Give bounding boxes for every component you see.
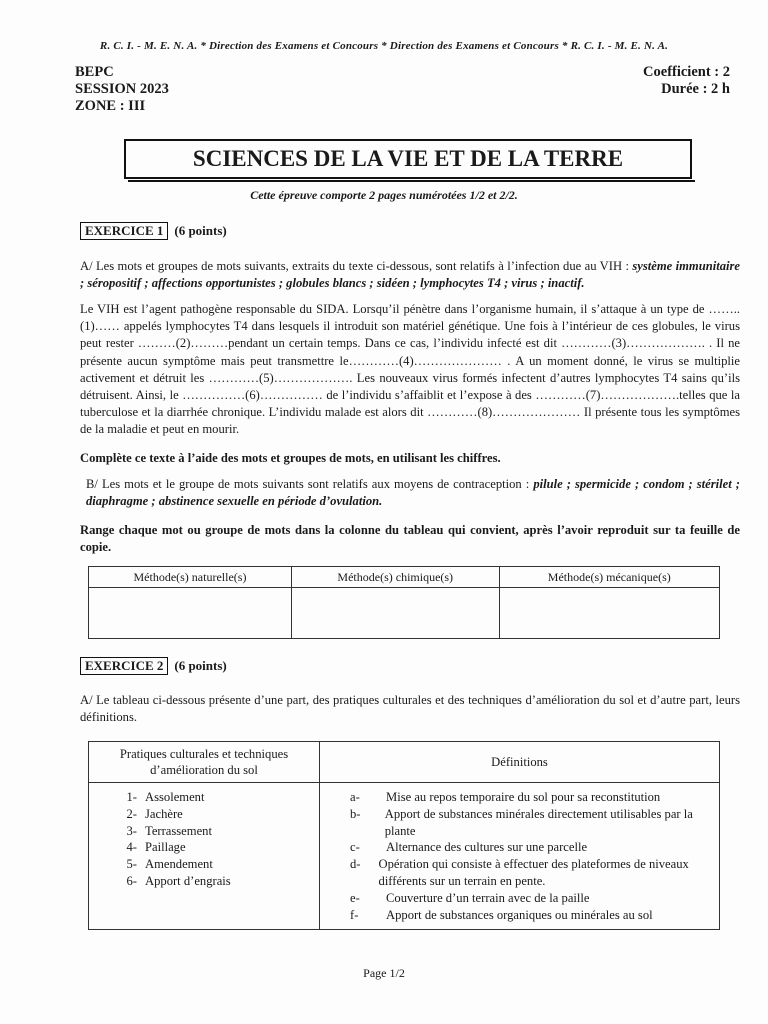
practices-cell: [89, 783, 320, 930]
definitions-list: [350, 789, 709, 923]
item-number: 1-: [126, 790, 137, 804]
item-letter: d-: [350, 857, 361, 872]
practices-list: [117, 789, 315, 890]
list-item: [350, 806, 709, 840]
column-chemical-methods: Méthode(s) chimique(s): [291, 567, 499, 588]
item-letter: f-: [350, 907, 359, 922]
duration: Durée : 2 h: [661, 81, 730, 97]
item-number: 5-: [126, 857, 137, 872]
soil-practices-table: [88, 741, 720, 930]
exercise-2-part-a-intro: A/ Le tableau ci-dessous présente d’une part, des pratiques culturales et des techniques d’amélioration du sol et d’autre part, leurs définitions.: [80, 693, 740, 725]
item-number: 4-: [126, 840, 137, 855]
item-text: Apport de substances minérales directement utilisables par la plante: [384, 806, 693, 838]
exercise-1-part-b-intro: [86, 476, 740, 510]
column-practices-header: Pratiques culturales et techniques d’amélioration du sol: [89, 742, 320, 783]
part-b-word-list: pilule ; spermicide ; condom ; stérilet ; diaphragme ; abstinence sexuelle en période d’ovulation.: [86, 477, 740, 509]
item-letter: c-: [350, 840, 360, 855]
list-item: [117, 823, 315, 840]
contraception-table: [88, 566, 720, 639]
item-letter: b-: [350, 806, 361, 821]
item-text: Mise au repos temporaire du sol pour sa reconstitution: [386, 790, 661, 804]
column-natural-methods: Méthode(s) naturelle(s): [89, 567, 292, 588]
item-text: Alternance des cultures sur une parcelle: [386, 840, 588, 855]
exercise-1-instruction-b: Range chaque mot ou groupe de mots dans la colonne du tableau qui convient, après l’avoir reproduit sur ta feuille de copie.: [80, 523, 740, 555]
item-text: Assolement: [145, 790, 205, 804]
list-item: [117, 873, 315, 890]
item-text: Paillage: [145, 840, 186, 855]
item-letter: e-: [350, 890, 360, 905]
page-title: [124, 139, 692, 179]
exam-name: BEPC: [75, 64, 114, 80]
part-a-word-list: système immunitaire ; séropositif ; affections opportunistes ; globules blancs ; sidéen ; lymphocytes T4 ; virus ; inactif.: [80, 259, 740, 291]
coefficient: Coefficient : 2: [643, 64, 730, 80]
list-item: [117, 856, 315, 873]
exam-details: [643, 64, 730, 98]
item-text: Terrassement: [145, 823, 212, 838]
column-mechanical-methods: Méthode(s) mécanique(s): [499, 567, 719, 588]
exam-session: SESSION 2023: [75, 81, 169, 97]
page-subtitle: Cette épreuve comporte 2 pages numérotées 1/2 et 2/2.: [250, 188, 518, 202]
item-number: 3-: [126, 823, 137, 838]
page-title-text: SCIENCES DE LA VIE ET DE LA TERRE: [192, 146, 624, 171]
item-text: Amendement: [145, 857, 213, 872]
list-item: [117, 789, 315, 806]
page-number: Page 1/2: [363, 966, 405, 980]
list-item: [350, 890, 709, 907]
item-number: 6-: [126, 873, 137, 888]
exercise-1-text: Le VIH est l’agent pathogène responsable du SIDA. Lorsqu’il pénètre dans l’organisme humain, il s’attaque à un type de ……..(1)…… appelés lymphocytes T4 dans lesquels il introduit son matériel génétique. Une fois à l’intérieur de ces globules, le virus peut rester ………(2)………pendant un certain temps. Dans ce cas, l’individu infecté est dit …………(3)………………. . Il ne présente aucun symptôme mais peut transmettre le…………(4)………………… . A un moment donné, le virus se multiplie activement et détruit les …………(5)………………. Les nouveaux virus formés infectent d’autres lymphocytes T4 sains qu’ils détruisent. Ainsi, le ……………(6)…………… de l’individu s’affaiblit et l’expose à des …………(7)……………….telles que la tuberculose et la diarrhée chronique. L’individu malade est alors dit …………(8)………………… Il présente tous les symptômes de la maladie et peut en mourir.: [80, 302, 740, 437]
item-text: Jachère: [145, 806, 183, 821]
empty-cell: [291, 588, 499, 639]
banner-header: R. C. I. - M. E. N. A. * Direction des Examens et Concours * Direction des Examens et Concours * R. C. I. - M. E. N. A.: [99, 40, 669, 52]
list-item: [117, 839, 315, 856]
empty-cell: [499, 588, 719, 639]
exam-info: [75, 64, 169, 115]
exercise-2-points: (6 points): [174, 658, 227, 673]
list-item: [350, 907, 709, 924]
exercise-2-label: EXERCICE 2: [80, 657, 168, 675]
definitions-cell: [320, 783, 720, 930]
empty-cell: [89, 588, 292, 639]
item-number: 2-: [126, 806, 137, 821]
list-item: [350, 856, 709, 890]
exercise-1-points: (6 points): [174, 223, 227, 238]
item-text: Couverture d’un terrain avec de la paille: [386, 890, 590, 905]
list-item: [117, 806, 315, 823]
exercise-1-part-a-intro: [80, 258, 740, 292]
exercise-1-instruction-a: Complète ce texte à l’aide des mots et groupes de mots, en utilisant les chiffres.: [80, 451, 501, 465]
part-a-intro-text: A/ Les mots et groupes de mots suivants, extraits du texte ci-dessous, sont relatifs à l’infection due au VIH :: [80, 259, 629, 273]
item-text: Apport de substances organiques ou minérales au sol: [386, 907, 653, 922]
exercise-2-heading: [80, 657, 227, 675]
list-item: [350, 789, 709, 806]
item-text: Opération qui consiste à effectuer des plateformes de niveaux différents sur un terrain en pente.: [378, 857, 689, 888]
part-b-intro-text: B/ Les mots et le groupe de mots suivants sont relatifs aux moyens de contraception :: [86, 477, 530, 491]
exam-zone: ZONE : III: [75, 98, 146, 114]
list-item: [350, 839, 709, 856]
item-letter: a-: [350, 790, 360, 804]
column-definitions-header: Définitions: [320, 742, 720, 783]
item-text: Apport d’engrais: [145, 873, 231, 888]
exercise-1-heading: [80, 222, 227, 240]
exercise-1-label: EXERCICE 1: [80, 222, 168, 240]
